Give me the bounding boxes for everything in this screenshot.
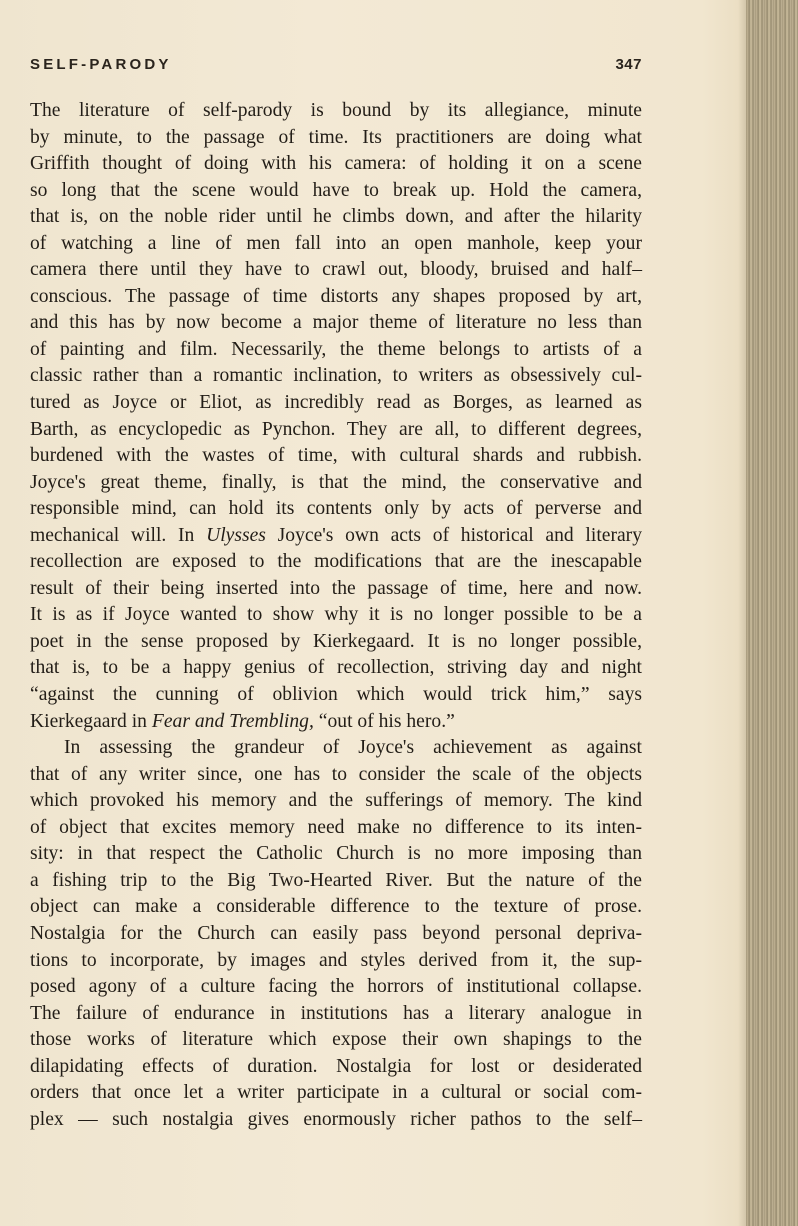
text-line: sity: in that respect the Catholic Church is no more imposing than — [30, 843, 642, 865]
text-line: posed agony of a culture facing the horrors of institutional collapse. — [30, 976, 642, 998]
text-line: recollection are exposed to the modifications that are the inescapable — [30, 551, 642, 573]
text-line: of watching a line of men fall into an open manhole, keep your — [30, 232, 642, 254]
text-line: poet in the sense proposed by Kierkegaard. It is no longer possible, — [30, 630, 642, 652]
line-text: Kierkegaard in — [30, 710, 152, 732]
text-line: of painting and film. Necessarily, the theme belongs to artists of a — [30, 338, 642, 360]
italic-title-fear-and-trembling: Fear and Trembling, — [151, 710, 314, 732]
line-text: “out of his hero.” — [313, 710, 455, 732]
text-line: In assessing the grandeur of Joyce's achievement as against — [64, 737, 642, 759]
book-spine — [746, 0, 798, 1226]
paragraph-2 — [30, 735, 642, 1133]
text-line: by minute, to the passage of time. Its practitioners are doing what — [30, 126, 642, 148]
text-line: The failure of endurance in institutions has a literary analogue in — [30, 1002, 642, 1024]
text-line: result of their being inserted into the passage of time, here and now. — [30, 577, 642, 599]
text-line: tions to incorporate, by images and styles derived from it, the sup- — [30, 949, 642, 971]
text-line: those works of literature which expose their own shapings to the — [30, 1029, 642, 1051]
body-text — [30, 98, 642, 1133]
text-line: Joyce's great theme, finally, is that the mind, the conservative and — [30, 471, 642, 493]
text-line: responsible mind, can hold its contents only by acts of perverse and — [30, 498, 642, 520]
text-line: so long that the scene would have to break up. Hold the camera, — [30, 179, 642, 201]
text-line: a fishing trip to the Big Two-Hearted River. But the nature of the — [30, 869, 642, 891]
text-line: plex — such nostalgia gives enormously richer pathos to the self– — [30, 1108, 642, 1130]
text-line: that is, to be a happy genius of recollection, striving day and night — [30, 657, 642, 679]
text-line: Nostalgia for the Church can easily pass beyond personal depriva- — [30, 922, 642, 944]
text-line-with-italic — [30, 523, 642, 550]
text-line: It is as if Joyce wanted to show why it is no longer possible to be a — [30, 604, 642, 626]
text-line-with-italic — [30, 709, 642, 736]
page-gutter-shadow — [738, 0, 746, 1226]
running-head-title: SELF-PARODY — [30, 56, 172, 73]
text-line: classic rather than a romantic inclination, to writers as obsessively cul- — [30, 365, 642, 387]
text-line: of object that excites memory need make no difference to its inten- — [30, 816, 642, 838]
text-line: and this has by now become a major theme of literature no less than — [30, 312, 642, 334]
text-line: conscious. The passage of time distorts any shapes proposed by art, — [30, 285, 642, 307]
text-line: Griffith thought of doing with his camera: of holding it on a scene — [30, 153, 642, 175]
italic-title-ulysses: Ulysses — [206, 524, 266, 546]
running-head — [30, 56, 642, 80]
text-line: camera there until they have to crawl out, bloody, bruised and half– — [30, 259, 642, 281]
line-text: mechanical will. In — [30, 524, 207, 546]
text-line: The literature of self-parody is bound by its allegiance, minute — [30, 100, 642, 121]
text-line: that is, on the noble rider until he climbs down, and after the hilarity — [30, 206, 642, 228]
text-line: that of any writer since, one has to consider the scale of the objects — [30, 763, 642, 785]
text-line: “against the cunning of oblivion which would trick him,” says — [30, 684, 642, 706]
text-line: which provoked his memory and the sufferings of memory. The kind — [30, 790, 642, 812]
paragraph-1 — [30, 98, 642, 735]
text-line: burdened with the wastes of time, with cultural shards and rubbish. — [30, 445, 642, 467]
text-line: Barth, as encyclopedic as Pynchon. They are all, to different degrees, — [30, 418, 642, 440]
text-line: orders that once let a writer participate in a cultural or social com- — [30, 1082, 642, 1104]
text-line: object can make a considerable difference to the texture of prose. — [30, 896, 642, 918]
text-line: dilapidating effects of duration. Nostalgia for lost or desiderated — [30, 1055, 642, 1077]
text-line: tured as Joyce or Eliot, as incredibly read as Borges, as learned as — [30, 392, 642, 414]
line-text: Joyce's own acts of historical and literary — [265, 524, 643, 546]
page-number: 347 — [615, 56, 642, 73]
